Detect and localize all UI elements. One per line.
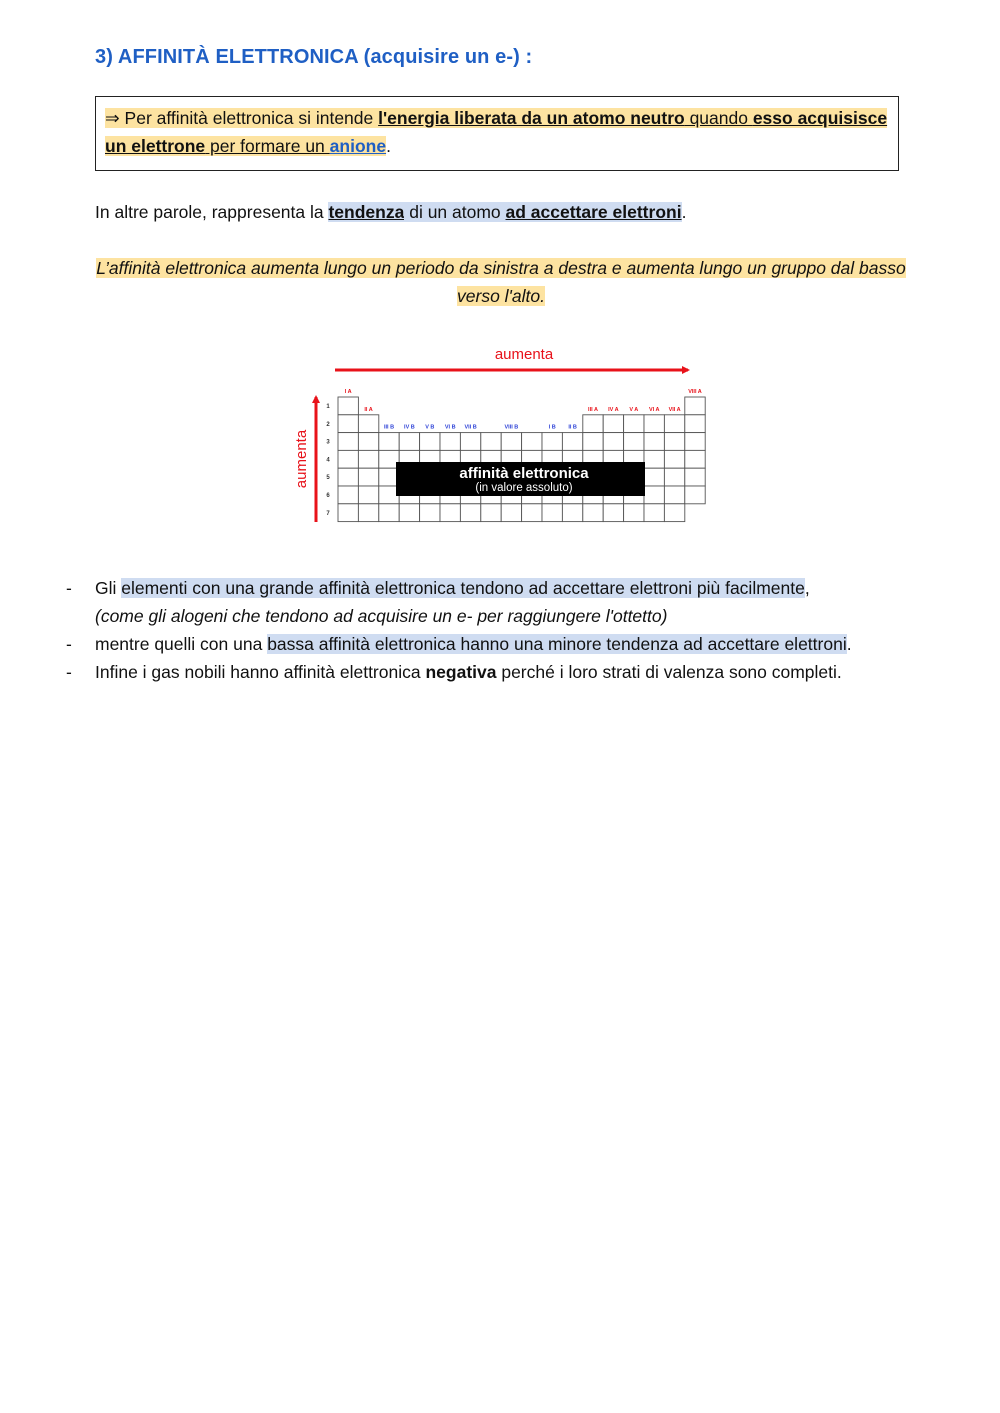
group-label-b: VI B (444, 424, 456, 431)
group-label-a: II A (364, 406, 373, 413)
definition-end: . (386, 136, 391, 156)
table-cell (603, 433, 623, 451)
para1-end: . (681, 202, 687, 222)
group-label-b: III B (383, 424, 395, 431)
group-label-a: V A (629, 406, 639, 413)
table-cell (338, 468, 358, 486)
table-cell (644, 486, 664, 504)
bullet-1-text-1: Gli (95, 578, 122, 598)
period-label: 3 (326, 439, 330, 446)
table-cell (420, 504, 440, 522)
table-cell (583, 433, 603, 451)
definition-text-3: per formare un (205, 136, 330, 156)
anione-link[interactable]: anione (329, 136, 387, 156)
table-cell (542, 433, 562, 451)
section-heading: 3) AFFINITÀ ELETTRONICA (acquisire un e-) : (95, 46, 533, 68)
paragraph-trend (95, 254, 907, 310)
table-cell (338, 504, 358, 522)
table-cell (358, 486, 378, 504)
definition-emphasis-electron: esso acquisisce un elettrone (105, 108, 888, 156)
table-cell (664, 415, 684, 433)
table-cell (501, 433, 521, 451)
period-label: 1 (326, 404, 330, 410)
bullet-1-comma: , (804, 578, 810, 598)
table-cell (440, 504, 460, 522)
paragraph-tendency (95, 198, 915, 226)
table-cell (358, 433, 378, 451)
table-cell (481, 504, 501, 522)
table-cell (338, 486, 358, 504)
para1-tendenza: tendenza (328, 202, 405, 222)
bullet-2-highlight: bassa affinità elettronica hanno una minore tendenza ad accettare elettroni (267, 634, 847, 654)
table-cell (399, 433, 419, 451)
group-label-a: I A (344, 389, 352, 395)
group-label-a: VII A (668, 406, 681, 413)
para1-accept-electrons: ad accettare elettroni (505, 202, 682, 222)
bullet-1-note: (come gli alogeni che tendono ad acquisire un e- per raggiungere l'ottetto) (95, 606, 668, 626)
table-cell (603, 504, 623, 522)
period-label: 4 (326, 457, 330, 464)
periodic-table-figure (285, 338, 715, 528)
table-cell (379, 504, 399, 522)
affinity-box-title: affinità elettronica (459, 465, 589, 482)
affinity-box-subtitle: (in valore assoluto) (475, 482, 573, 494)
table-cell (644, 415, 664, 433)
top-arrow-label: aumenta (494, 346, 554, 363)
bullet-2-text-1: mentre quelli con una (95, 634, 268, 654)
bullet-2-end: . (846, 634, 852, 654)
table-cell (664, 504, 684, 522)
period-label: 5 (326, 475, 330, 482)
definition-emphasis-energy: l'energia liberata da un atomo neutro (378, 108, 685, 128)
table-cell (522, 433, 542, 451)
table-cell (664, 468, 684, 486)
definition-text-2: quando (684, 108, 753, 128)
bullet-item-high-affinity (58, 574, 908, 630)
group-label-b: VII B (464, 424, 477, 431)
table-cell (685, 433, 705, 451)
table-cell (562, 504, 582, 522)
period-label: 6 (326, 493, 330, 499)
table-cell (460, 433, 480, 451)
table-cell (624, 415, 644, 433)
table-cell (685, 468, 705, 486)
table-cell (338, 397, 358, 415)
bullet-dash: - (66, 634, 72, 654)
bullet-3-text-2: perché i loro strati di valenza sono completi. (496, 662, 842, 682)
group-label-b: I B (548, 424, 556, 431)
table-cell (358, 504, 378, 522)
table-cell (685, 450, 705, 468)
bullet-item-noble-gases (58, 658, 908, 686)
bullet-3-negativa: negativa (425, 662, 497, 682)
table-cell (644, 433, 664, 451)
table-cell (440, 433, 460, 451)
definition-box (95, 96, 899, 171)
group-label-a: VIII A (688, 389, 702, 395)
bullet-dash: - (66, 578, 72, 598)
bullet-dash: - (66, 662, 72, 682)
group-label-b: VIII B (504, 424, 519, 431)
table-cell (399, 504, 419, 522)
table-cell (481, 433, 501, 451)
group-label-a: VI A (648, 406, 660, 413)
table-cell (501, 504, 521, 522)
definition-text-1: Per affinità elettronica si intende (119, 108, 379, 128)
table-cell (644, 468, 664, 486)
table-cell (624, 504, 644, 522)
table-cell (624, 433, 644, 451)
table-cell (338, 415, 358, 433)
table-cell (358, 468, 378, 486)
table-cell (358, 415, 378, 433)
bullet-item-low-affinity (58, 630, 908, 658)
para1-text-2: di un atomo (404, 202, 506, 222)
table-cell (583, 504, 603, 522)
bullet-list (58, 574, 908, 686)
table-cell (685, 486, 705, 504)
side-arrow-label: aumenta (293, 429, 310, 489)
table-cell (685, 415, 705, 433)
definition-arrow: ⇒ (105, 108, 120, 128)
table-cell (338, 433, 358, 451)
table-cell (685, 397, 705, 415)
periodic-table-grid (338, 397, 705, 522)
group-label-b: IV B (404, 424, 415, 431)
table-cell (644, 450, 664, 468)
group-label-a: IV A (608, 406, 619, 413)
period-label: 7 (326, 510, 330, 517)
table-cell (542, 504, 562, 522)
table-cell (338, 450, 358, 468)
table-cell (583, 415, 603, 433)
bullet-1-highlight: elementi con una grande affinità elettronica tendono ad accettare elettroni più facilmente (121, 578, 805, 598)
table-cell (664, 450, 684, 468)
group-label-a: III A (588, 406, 598, 413)
group-label-b: II B (568, 424, 577, 431)
table-cell (460, 504, 480, 522)
table-cell (603, 415, 623, 433)
bullet-3-text-1: Infine i gas nobili hanno affinità elettronica (95, 662, 426, 682)
table-cell (358, 450, 378, 468)
table-cell (664, 433, 684, 451)
table-cell (379, 433, 399, 451)
period-label: 2 (326, 421, 330, 428)
group-label-b: V B (425, 424, 435, 431)
table-cell (420, 433, 440, 451)
trend-text: L’affinità elettronica aumenta lungo un periodo da sinistra a destra e aumenta lungo un gruppo dal basso verso l'alto. (96, 258, 906, 306)
table-cell (562, 433, 582, 451)
table-cell (522, 504, 542, 522)
table-cell (644, 504, 664, 522)
para1-text-1: In altre parole, rappresenta la (95, 202, 329, 222)
table-cell (664, 486, 684, 504)
